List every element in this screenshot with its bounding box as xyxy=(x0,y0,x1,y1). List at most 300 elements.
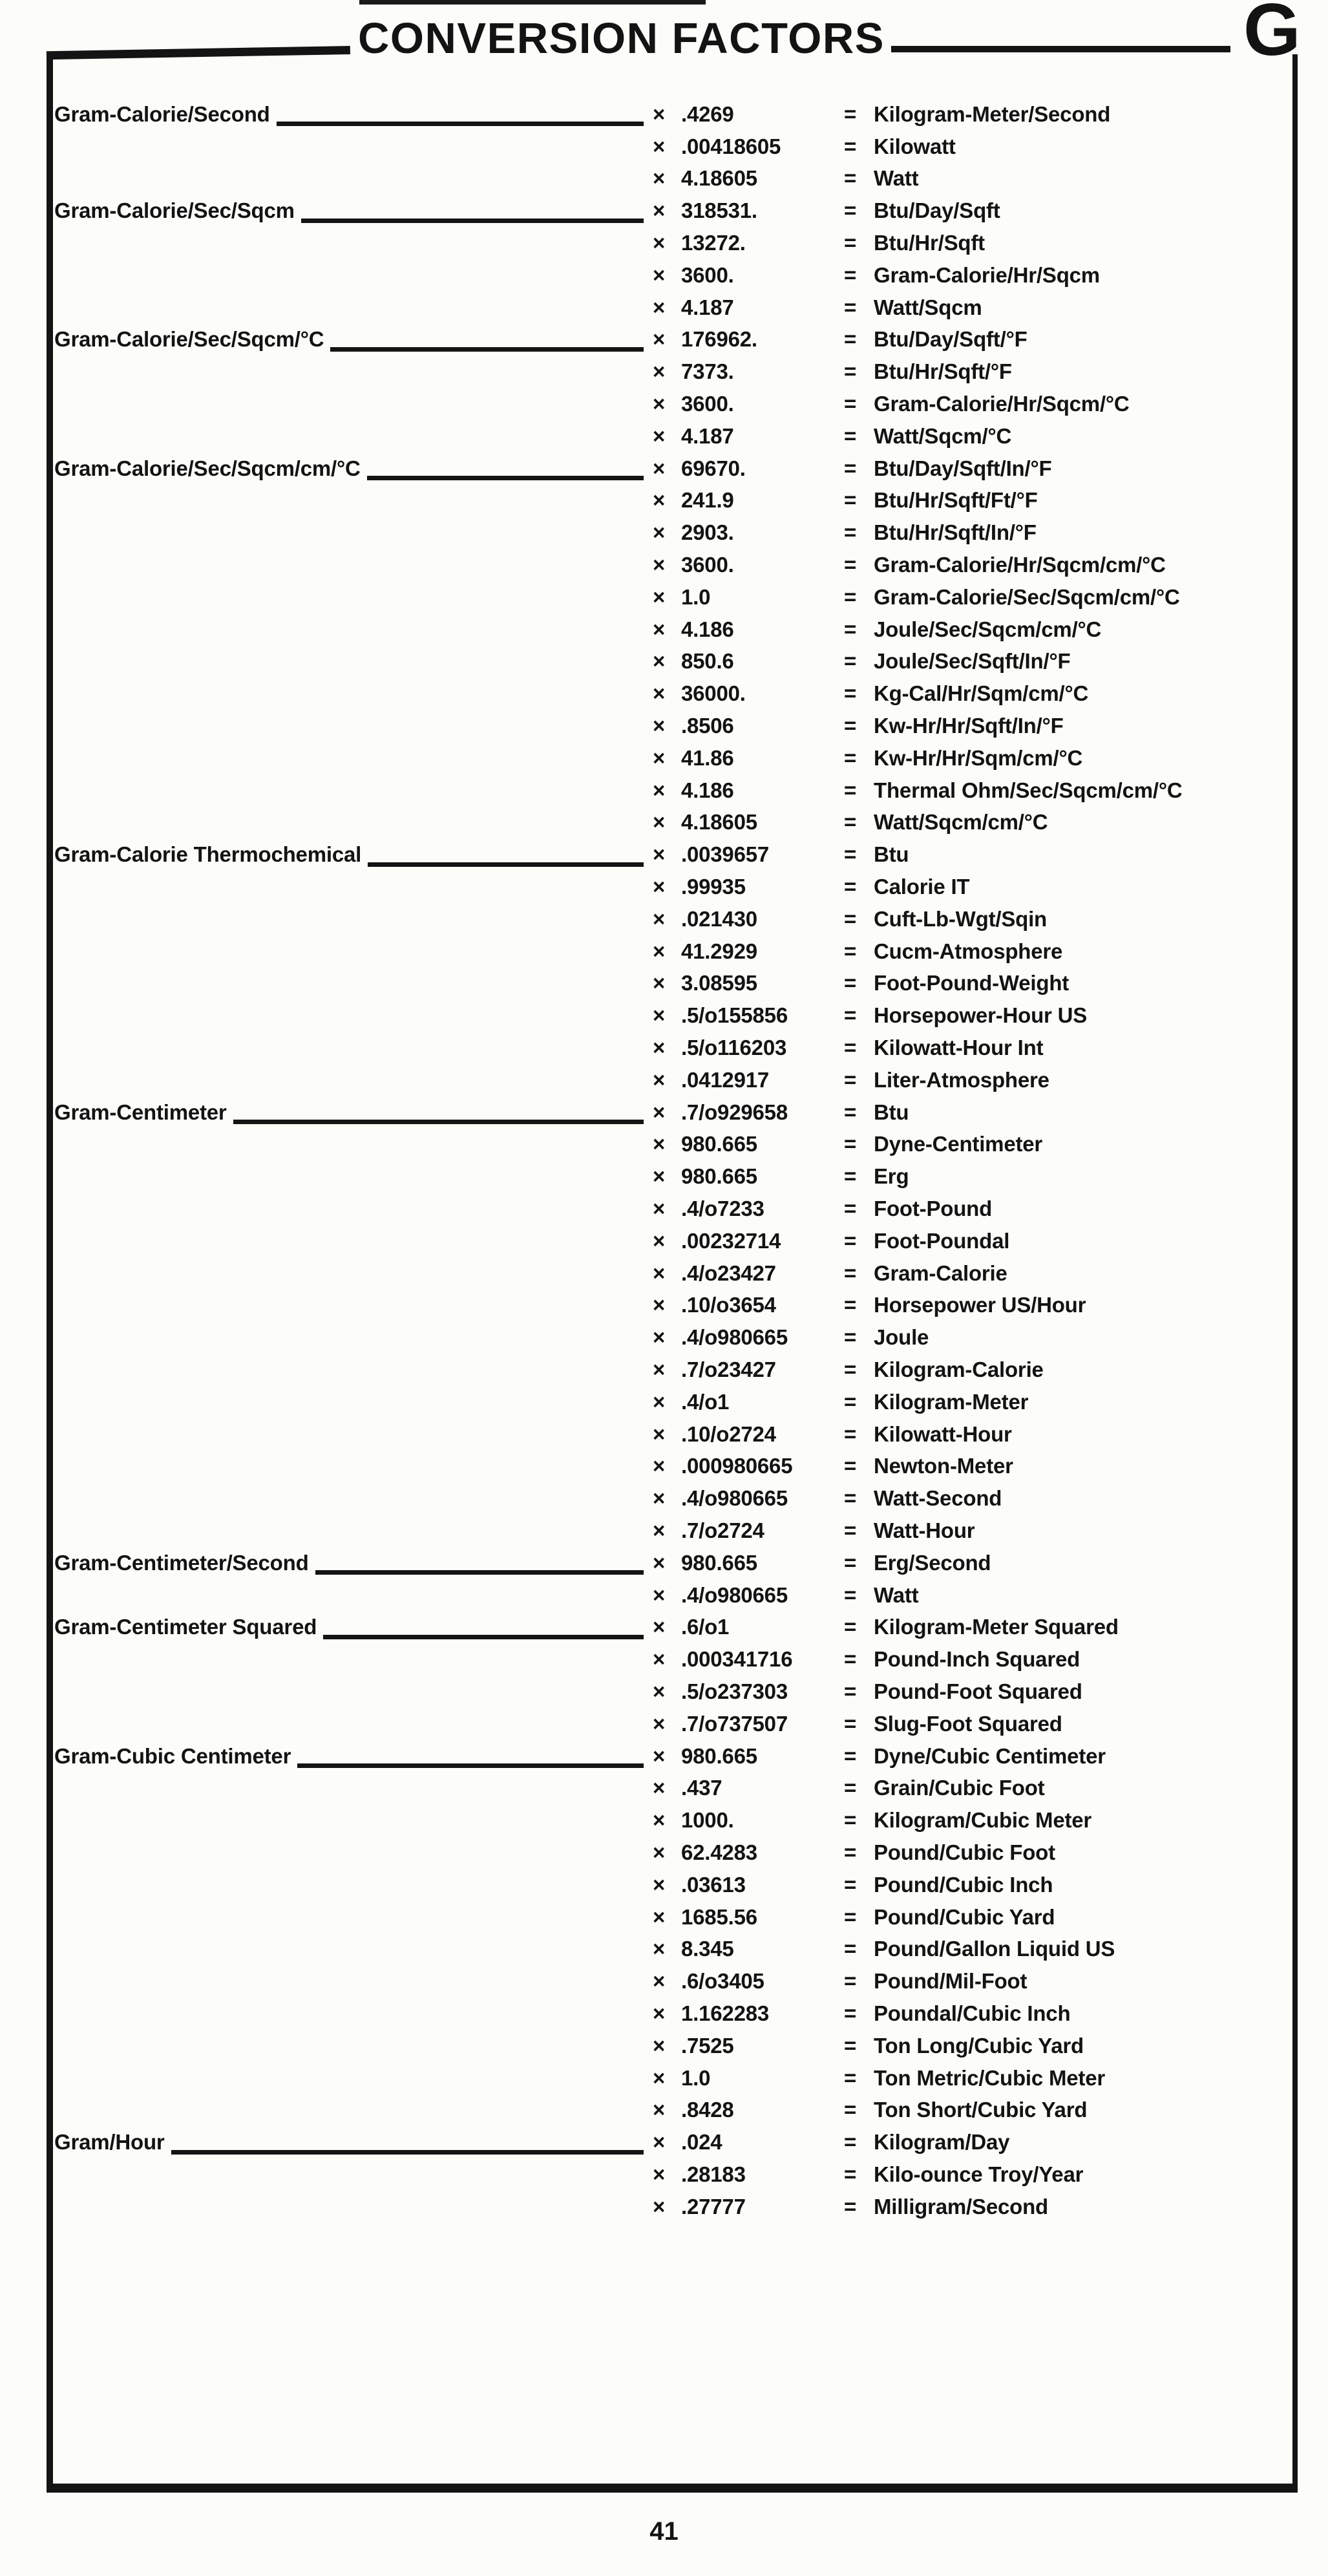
equals-symbol: = xyxy=(844,1840,857,1864)
table-row xyxy=(54,2062,1291,2094)
unit-from-cell xyxy=(54,327,653,352)
equals-symbol: = xyxy=(844,2194,857,2219)
conversion-factor: 4.187 xyxy=(681,423,734,448)
multiply-symbol: × xyxy=(653,166,666,191)
multiply-symbol: × xyxy=(653,1776,666,1800)
table-row xyxy=(54,195,1291,227)
table-row xyxy=(54,1997,1291,2030)
conversion-factor: 4.18605 xyxy=(681,166,757,191)
unit-from-cell xyxy=(54,1744,653,1769)
conversion-factor: .0412917 xyxy=(681,1067,770,1092)
multiply-symbol: × xyxy=(653,842,666,867)
multiply-symbol: × xyxy=(653,520,666,545)
unit-to-label: Pound-Foot Squared xyxy=(874,1679,1082,1703)
unit-to-label: Watt-Hour xyxy=(874,1518,975,1542)
table-row xyxy=(54,1869,1291,1901)
equals-symbol: = xyxy=(844,488,857,513)
conversion-factor: 41.86 xyxy=(681,745,734,770)
conversion-factor: 69670. xyxy=(681,456,746,480)
unit-to-label: Pound-Inch Squared xyxy=(874,1647,1080,1672)
table-row xyxy=(54,1482,1291,1515)
unit-to-label: Kilogram/Cubic Meter xyxy=(874,1808,1092,1833)
table-row xyxy=(54,324,1291,356)
multiply-symbol: × xyxy=(653,649,666,674)
equals-symbol: = xyxy=(844,810,857,835)
table-row xyxy=(54,1901,1291,1933)
conversion-factor: .6/o3405 xyxy=(681,1969,764,1994)
multiply-symbol: × xyxy=(653,584,666,609)
multiply-symbol: × xyxy=(653,778,666,802)
unit-to-label: Kw-Hr/Hr/Sqm/cm/°C xyxy=(874,745,1083,770)
unit-to-label: Gram-Calorie/Hr/Sqcm/cm/°C xyxy=(874,553,1166,577)
conversion-factor: 980.665 xyxy=(681,1132,757,1156)
equals-symbol: = xyxy=(844,1550,857,1575)
conversion-factor: 318531. xyxy=(681,198,757,223)
equals-symbol: = xyxy=(844,875,857,899)
equals-symbol: = xyxy=(844,101,857,126)
table-row xyxy=(54,1289,1291,1321)
multiply-symbol: × xyxy=(653,1164,666,1189)
unit-to-label: Kilogram/Day xyxy=(874,2130,1010,2155)
table-row xyxy=(54,452,1291,485)
unit-to-label: Pound/Gallon Liquid US xyxy=(874,1937,1115,1961)
multiply-symbol: × xyxy=(653,939,666,963)
table-row xyxy=(54,1676,1291,1708)
conversion-factor: 3.08595 xyxy=(681,971,757,995)
page-title: CONVERSION FACTORS xyxy=(358,14,885,63)
table-row xyxy=(54,838,1291,871)
equals-symbol: = xyxy=(844,1904,857,1929)
equals-symbol: = xyxy=(844,1132,857,1156)
equals-symbol: = xyxy=(844,1003,857,1028)
multiply-symbol: × xyxy=(653,231,666,255)
table-row xyxy=(54,710,1291,742)
unit-to-label: Pound/Cubic Foot xyxy=(874,1840,1055,1864)
table-row xyxy=(54,2030,1291,2062)
equals-symbol: = xyxy=(844,842,857,867)
leader-line xyxy=(315,1570,644,1575)
unit-to-label: Watt/Sqcm/cm/°C xyxy=(874,810,1048,835)
multiply-symbol: × xyxy=(653,1840,666,1864)
unit-to-label: Kilo-ounce Troy/Year xyxy=(874,2162,1084,2186)
conversion-factor: .4/o980665 xyxy=(681,1582,788,1607)
conversion-factor: 62.4283 xyxy=(681,1840,757,1864)
equals-symbol: = xyxy=(844,681,857,706)
multiply-symbol: × xyxy=(653,745,666,770)
equals-symbol: = xyxy=(844,1067,857,1092)
table-row xyxy=(54,2094,1291,2126)
equals-symbol: = xyxy=(844,134,857,158)
multiply-symbol: × xyxy=(653,1808,666,1833)
equals-symbol: = xyxy=(844,1872,857,1897)
conversion-factor: .7/o929658 xyxy=(681,1100,788,1124)
page-header xyxy=(47,5,1230,63)
conversion-factor: 7373. xyxy=(681,359,734,384)
table-row xyxy=(54,999,1291,1032)
unit-to-label: Watt xyxy=(874,1582,919,1607)
conversion-factor: 1.162283 xyxy=(681,2001,770,2025)
conversion-factor: .4/o7233 xyxy=(681,1196,764,1220)
equals-symbol: = xyxy=(844,1647,857,1672)
multiply-symbol: × xyxy=(653,1293,666,1317)
unit-to-label: Btu xyxy=(874,842,909,867)
unit-from-cell xyxy=(54,2130,653,2155)
equals-symbol: = xyxy=(844,1100,857,1124)
table-row xyxy=(54,259,1291,292)
equals-symbol: = xyxy=(844,1582,857,1607)
unit-from-label: Gram-Centimeter Squared xyxy=(54,1615,317,1639)
conversion-factor: .27777 xyxy=(681,2194,746,2219)
unit-to-label: Horsepower-Hour US xyxy=(874,1003,1088,1028)
unit-to-label: Watt/Sqcm xyxy=(874,295,982,319)
multiply-symbol: × xyxy=(653,1679,666,1703)
equals-symbol: = xyxy=(844,1389,857,1414)
multiply-symbol: × xyxy=(653,2065,666,2090)
multiply-symbol: × xyxy=(653,101,666,126)
equals-symbol: = xyxy=(844,1325,857,1350)
conversion-factor: 241.9 xyxy=(681,488,734,513)
leader-line xyxy=(323,1635,644,1639)
unit-to-label: Poundal/Cubic Inch xyxy=(874,2001,1071,2025)
table-row xyxy=(54,1064,1291,1096)
table-row xyxy=(54,2158,1291,2191)
unit-to-label: Kilowatt xyxy=(874,134,956,158)
equals-symbol: = xyxy=(844,1196,857,1220)
unit-from-label: Gram-Calorie/Sec/Sqcm xyxy=(54,198,295,223)
equals-symbol: = xyxy=(844,778,857,802)
unit-to-label: Kilogram-Meter Squared xyxy=(874,1615,1119,1639)
conversion-factor: .7/o23427 xyxy=(681,1357,776,1381)
equals-symbol: = xyxy=(844,1036,857,1059)
equals-symbol: = xyxy=(844,1808,857,1833)
unit-from-cell xyxy=(54,1551,653,1575)
unit-from-cell xyxy=(54,842,653,867)
unit-to-label: Joule/Sec/Sqcm/cm/°C xyxy=(874,617,1102,641)
conversion-factor: .00418605 xyxy=(681,134,781,158)
multiply-symbol: × xyxy=(653,2162,666,2186)
multiply-symbol: × xyxy=(653,617,666,641)
conversion-factor: .99935 xyxy=(681,875,746,899)
unit-to-label: Kilogram-Meter/Second xyxy=(874,101,1111,126)
conversion-factor: .10/o3654 xyxy=(681,1293,776,1317)
unit-from-label: Gram-Centimeter/Second xyxy=(54,1550,309,1575)
unit-to-label: Joule/Sec/Sqft/In/°F xyxy=(874,649,1071,674)
conversion-factor: 2903. xyxy=(681,520,734,545)
equals-symbol: = xyxy=(844,553,857,577)
unit-to-label: Kilowatt-Hour Int xyxy=(874,1036,1044,1059)
multiply-symbol: × xyxy=(653,906,666,931)
table-row xyxy=(54,1096,1291,1129)
multiply-symbol: × xyxy=(653,1904,666,1929)
table-row xyxy=(54,2126,1291,2158)
unit-to-label: Slug-Foot Squared xyxy=(874,1711,1062,1736)
equals-symbol: = xyxy=(844,392,857,416)
equals-symbol: = xyxy=(844,584,857,609)
conversion-factor: 41.2929 xyxy=(681,939,757,963)
equals-symbol: = xyxy=(844,1454,857,1478)
unit-to-label: Watt-Second xyxy=(874,1486,1002,1511)
leader-line xyxy=(368,862,644,867)
conversion-factor: .8428 xyxy=(681,2098,734,2122)
multiply-symbol: × xyxy=(653,1003,666,1028)
table-row xyxy=(54,549,1291,581)
title-rule-right xyxy=(891,46,1230,52)
equals-symbol: = xyxy=(844,1743,857,1768)
multiply-symbol: × xyxy=(653,2001,666,2025)
conversion-factor: .28183 xyxy=(681,2162,746,2186)
multiply-symbol: × xyxy=(653,1872,666,1897)
multiply-symbol: × xyxy=(653,1937,666,1961)
conversion-factor: 980.665 xyxy=(681,1743,757,1768)
equals-symbol: = xyxy=(844,2065,857,2090)
table-row xyxy=(54,774,1291,807)
table-row xyxy=(54,1611,1291,1643)
conversion-factor: 1685.56 xyxy=(681,1904,757,1929)
table-row xyxy=(54,968,1291,1000)
multiply-symbol: × xyxy=(653,681,666,706)
equals-symbol: = xyxy=(844,1357,857,1381)
multiply-symbol: × xyxy=(653,2033,666,2058)
equals-symbol: = xyxy=(844,1937,857,1961)
table-row xyxy=(54,1354,1291,1386)
table-row xyxy=(54,903,1291,935)
table-row xyxy=(54,1129,1291,1161)
multiply-symbol: × xyxy=(653,714,666,738)
multiply-symbol: × xyxy=(653,1036,666,1059)
unit-from-cell xyxy=(54,198,653,223)
table-row xyxy=(54,935,1291,968)
equals-symbol: = xyxy=(844,617,857,641)
conversion-factor: .4/o23427 xyxy=(681,1261,776,1285)
unit-to-label: Foot-Poundal xyxy=(874,1228,1010,1253)
multiply-symbol: × xyxy=(653,1454,666,1478)
multiply-symbol: × xyxy=(653,1389,666,1414)
conversion-factor: 8.345 xyxy=(681,1937,734,1961)
multiply-symbol: × xyxy=(653,1582,666,1607)
multiply-symbol: × xyxy=(653,1615,666,1639)
unit-to-label: Calorie IT xyxy=(874,875,970,899)
conversion-factor: 176962. xyxy=(681,327,757,352)
equals-symbol: = xyxy=(844,906,857,931)
equals-symbol: = xyxy=(844,262,857,287)
conversion-factor: .000341716 xyxy=(681,1647,793,1672)
multiply-symbol: × xyxy=(653,1711,666,1736)
unit-to-label: Kilogram-Calorie xyxy=(874,1357,1044,1381)
unit-to-label: Watt/Sqcm/°C xyxy=(874,423,1012,448)
conversion-factor: 3600. xyxy=(681,392,734,416)
unit-to-label: Gram-Calorie xyxy=(874,1261,1007,1285)
conversion-factor: .437 xyxy=(681,1776,722,1800)
equals-symbol: = xyxy=(844,231,857,255)
multiply-symbol: × xyxy=(653,262,666,287)
multiply-symbol: × xyxy=(653,875,666,899)
unit-to-label: Ton Metric/Cubic Meter xyxy=(874,2065,1106,2090)
table-row xyxy=(54,131,1291,163)
conversion-factor: .6/o1 xyxy=(681,1615,730,1639)
table-row xyxy=(54,1225,1291,1257)
leader-line xyxy=(301,218,644,223)
conversion-factor: .03613 xyxy=(681,1872,746,1897)
unit-to-label: Horsepower US/Hour xyxy=(874,1293,1086,1317)
unit-to-label: Gram-Calorie/Hr/Sqcm/°C xyxy=(874,392,1130,416)
conversion-factor: 3600. xyxy=(681,553,734,577)
multiply-symbol: × xyxy=(653,1647,666,1672)
table-row xyxy=(54,1032,1291,1064)
equals-symbol: = xyxy=(844,295,857,319)
multiply-symbol: × xyxy=(653,1196,666,1220)
unit-to-label: Ton Long/Cubic Yard xyxy=(874,2033,1084,2058)
table-row xyxy=(54,1579,1291,1612)
conversion-factor: .000980665 xyxy=(681,1454,793,1478)
unit-to-label: Btu/Day/Sqft xyxy=(874,198,1000,223)
conversion-factor: 4.187 xyxy=(681,295,734,319)
unit-from-label: Gram-Calorie/Second xyxy=(54,101,270,126)
conversion-factor: .7525 xyxy=(681,2033,734,2058)
table-row xyxy=(54,1160,1291,1193)
unit-to-label: Kw-Hr/Hr/Sqft/In/°F xyxy=(874,714,1064,738)
conversion-factor: 850.6 xyxy=(681,649,734,674)
multiply-symbol: × xyxy=(653,1421,666,1446)
equals-symbol: = xyxy=(844,1293,857,1317)
equals-symbol: = xyxy=(844,2162,857,2186)
multiply-symbol: × xyxy=(653,553,666,577)
unit-from-cell xyxy=(54,1615,653,1639)
unit-to-label: Milligram/Second xyxy=(874,2194,1049,2219)
equals-symbol: = xyxy=(844,1164,857,1189)
multiply-symbol: × xyxy=(653,423,666,448)
table-row xyxy=(54,1257,1291,1290)
conversion-factor: 4.186 xyxy=(681,617,734,641)
conversion-factor: 36000. xyxy=(681,681,746,706)
unit-to-label: Cucm-Atmosphere xyxy=(874,939,1063,963)
unit-to-label: Thermal Ohm/Sec/Sqcm/cm/°C xyxy=(874,778,1183,802)
table-row xyxy=(54,1386,1291,1418)
unit-to-label: Btu xyxy=(874,1100,909,1124)
equals-symbol: = xyxy=(844,2130,857,2155)
table-row xyxy=(54,1547,1291,1579)
conversion-factor: .4/o1 xyxy=(681,1389,730,1414)
scan-edge-artifact xyxy=(359,0,706,5)
table-row xyxy=(54,807,1291,839)
conversion-factor: .00232714 xyxy=(681,1228,781,1253)
equals-symbol: = xyxy=(844,939,857,963)
unit-to-label: Btu/Hr/Sqft/In/°F xyxy=(874,520,1037,545)
unit-to-label: Btu/Day/Sqft/°F xyxy=(874,327,1028,352)
table-row xyxy=(54,163,1291,195)
table-row xyxy=(54,420,1291,452)
unit-from-label: Gram-Calorie Thermochemical xyxy=(54,842,362,867)
unit-to-label: Erg/Second xyxy=(874,1550,991,1575)
multiply-symbol: × xyxy=(653,198,666,223)
multiply-symbol: × xyxy=(653,1228,666,1253)
table-row xyxy=(54,742,1291,774)
table-row xyxy=(54,516,1291,549)
unit-to-label: Kilowatt-Hour xyxy=(874,1421,1012,1446)
conversion-factor: 13272. xyxy=(681,231,746,255)
conversion-factor: .021430 xyxy=(681,906,757,931)
conversion-table xyxy=(54,98,1291,2223)
table-row xyxy=(54,1515,1291,1547)
conversion-factor: .8506 xyxy=(681,714,734,738)
conversion-factor: .4/o980665 xyxy=(681,1325,788,1350)
table-row xyxy=(54,677,1291,710)
equals-symbol: = xyxy=(844,327,857,352)
equals-symbol: = xyxy=(844,423,857,448)
equals-symbol: = xyxy=(844,2098,857,2122)
multiply-symbol: × xyxy=(653,327,666,352)
leader-line xyxy=(171,2150,644,2155)
multiply-symbol: × xyxy=(653,2130,666,2155)
table-row xyxy=(54,646,1291,678)
conversion-factor: .0039657 xyxy=(681,842,770,867)
table-row xyxy=(54,1643,1291,1676)
leader-line xyxy=(277,122,644,126)
conversion-factor: 1.0 xyxy=(681,584,711,609)
equals-symbol: = xyxy=(844,520,857,545)
conversion-factor: 980.665 xyxy=(681,1550,757,1575)
conversion-factor: .5/o237303 xyxy=(681,1679,788,1703)
equals-symbol: = xyxy=(844,198,857,223)
multiply-symbol: × xyxy=(653,359,666,384)
multiply-symbol: × xyxy=(653,134,666,158)
multiply-symbol: × xyxy=(653,1518,666,1542)
unit-to-label: Btu/Hr/Sqft xyxy=(874,231,985,255)
multiply-symbol: × xyxy=(653,971,666,995)
equals-symbol: = xyxy=(844,359,857,384)
table-row xyxy=(54,1193,1291,1225)
table-row xyxy=(54,871,1291,903)
multiply-symbol: × xyxy=(653,1550,666,1575)
unit-to-label: Grain/Cubic Foot xyxy=(874,1776,1045,1800)
equals-symbol: = xyxy=(844,1486,857,1511)
conversion-factor: 980.665 xyxy=(681,1164,757,1189)
conversion-factor: .5/o116203 xyxy=(681,1036,787,1059)
equals-symbol: = xyxy=(844,166,857,191)
conversion-factor: .7/o2724 xyxy=(681,1518,764,1542)
unit-from-cell xyxy=(54,1100,653,1125)
table-row xyxy=(54,1804,1291,1836)
table-row xyxy=(54,1708,1291,1740)
table-row xyxy=(54,292,1291,324)
conversion-factor: .4/o980665 xyxy=(681,1486,788,1511)
multiply-symbol: × xyxy=(653,456,666,480)
conversion-factor: .7/o737507 xyxy=(681,1711,788,1736)
conversion-factor: 1000. xyxy=(681,1808,734,1833)
multiply-symbol: × xyxy=(653,2098,666,2122)
unit-from-label: Gram-Centimeter xyxy=(54,1100,227,1124)
table-row xyxy=(54,1418,1291,1451)
conversion-factor: 1.0 xyxy=(681,2065,711,2090)
multiply-symbol: × xyxy=(653,1486,666,1511)
page-number: 41 xyxy=(649,2517,679,2546)
unit-to-label: Newton-Meter xyxy=(874,1454,1013,1478)
equals-symbol: = xyxy=(844,1615,857,1639)
multiply-symbol: × xyxy=(653,1132,666,1156)
equals-symbol: = xyxy=(844,714,857,738)
unit-to-label: Joule xyxy=(874,1325,929,1350)
table-row xyxy=(54,227,1291,259)
table-row xyxy=(54,388,1291,420)
unit-to-label: Dyne-Centimeter xyxy=(874,1132,1043,1156)
unit-to-label: Foot-Pound xyxy=(874,1196,993,1220)
table-row xyxy=(54,1933,1291,1965)
table-row xyxy=(54,1321,1291,1354)
equals-symbol: = xyxy=(844,1228,857,1253)
conversion-factor: .024 xyxy=(681,2130,722,2155)
multiply-symbol: × xyxy=(653,1743,666,1768)
unit-from-label: Gram/Hour xyxy=(54,2130,165,2155)
table-row xyxy=(54,581,1291,613)
